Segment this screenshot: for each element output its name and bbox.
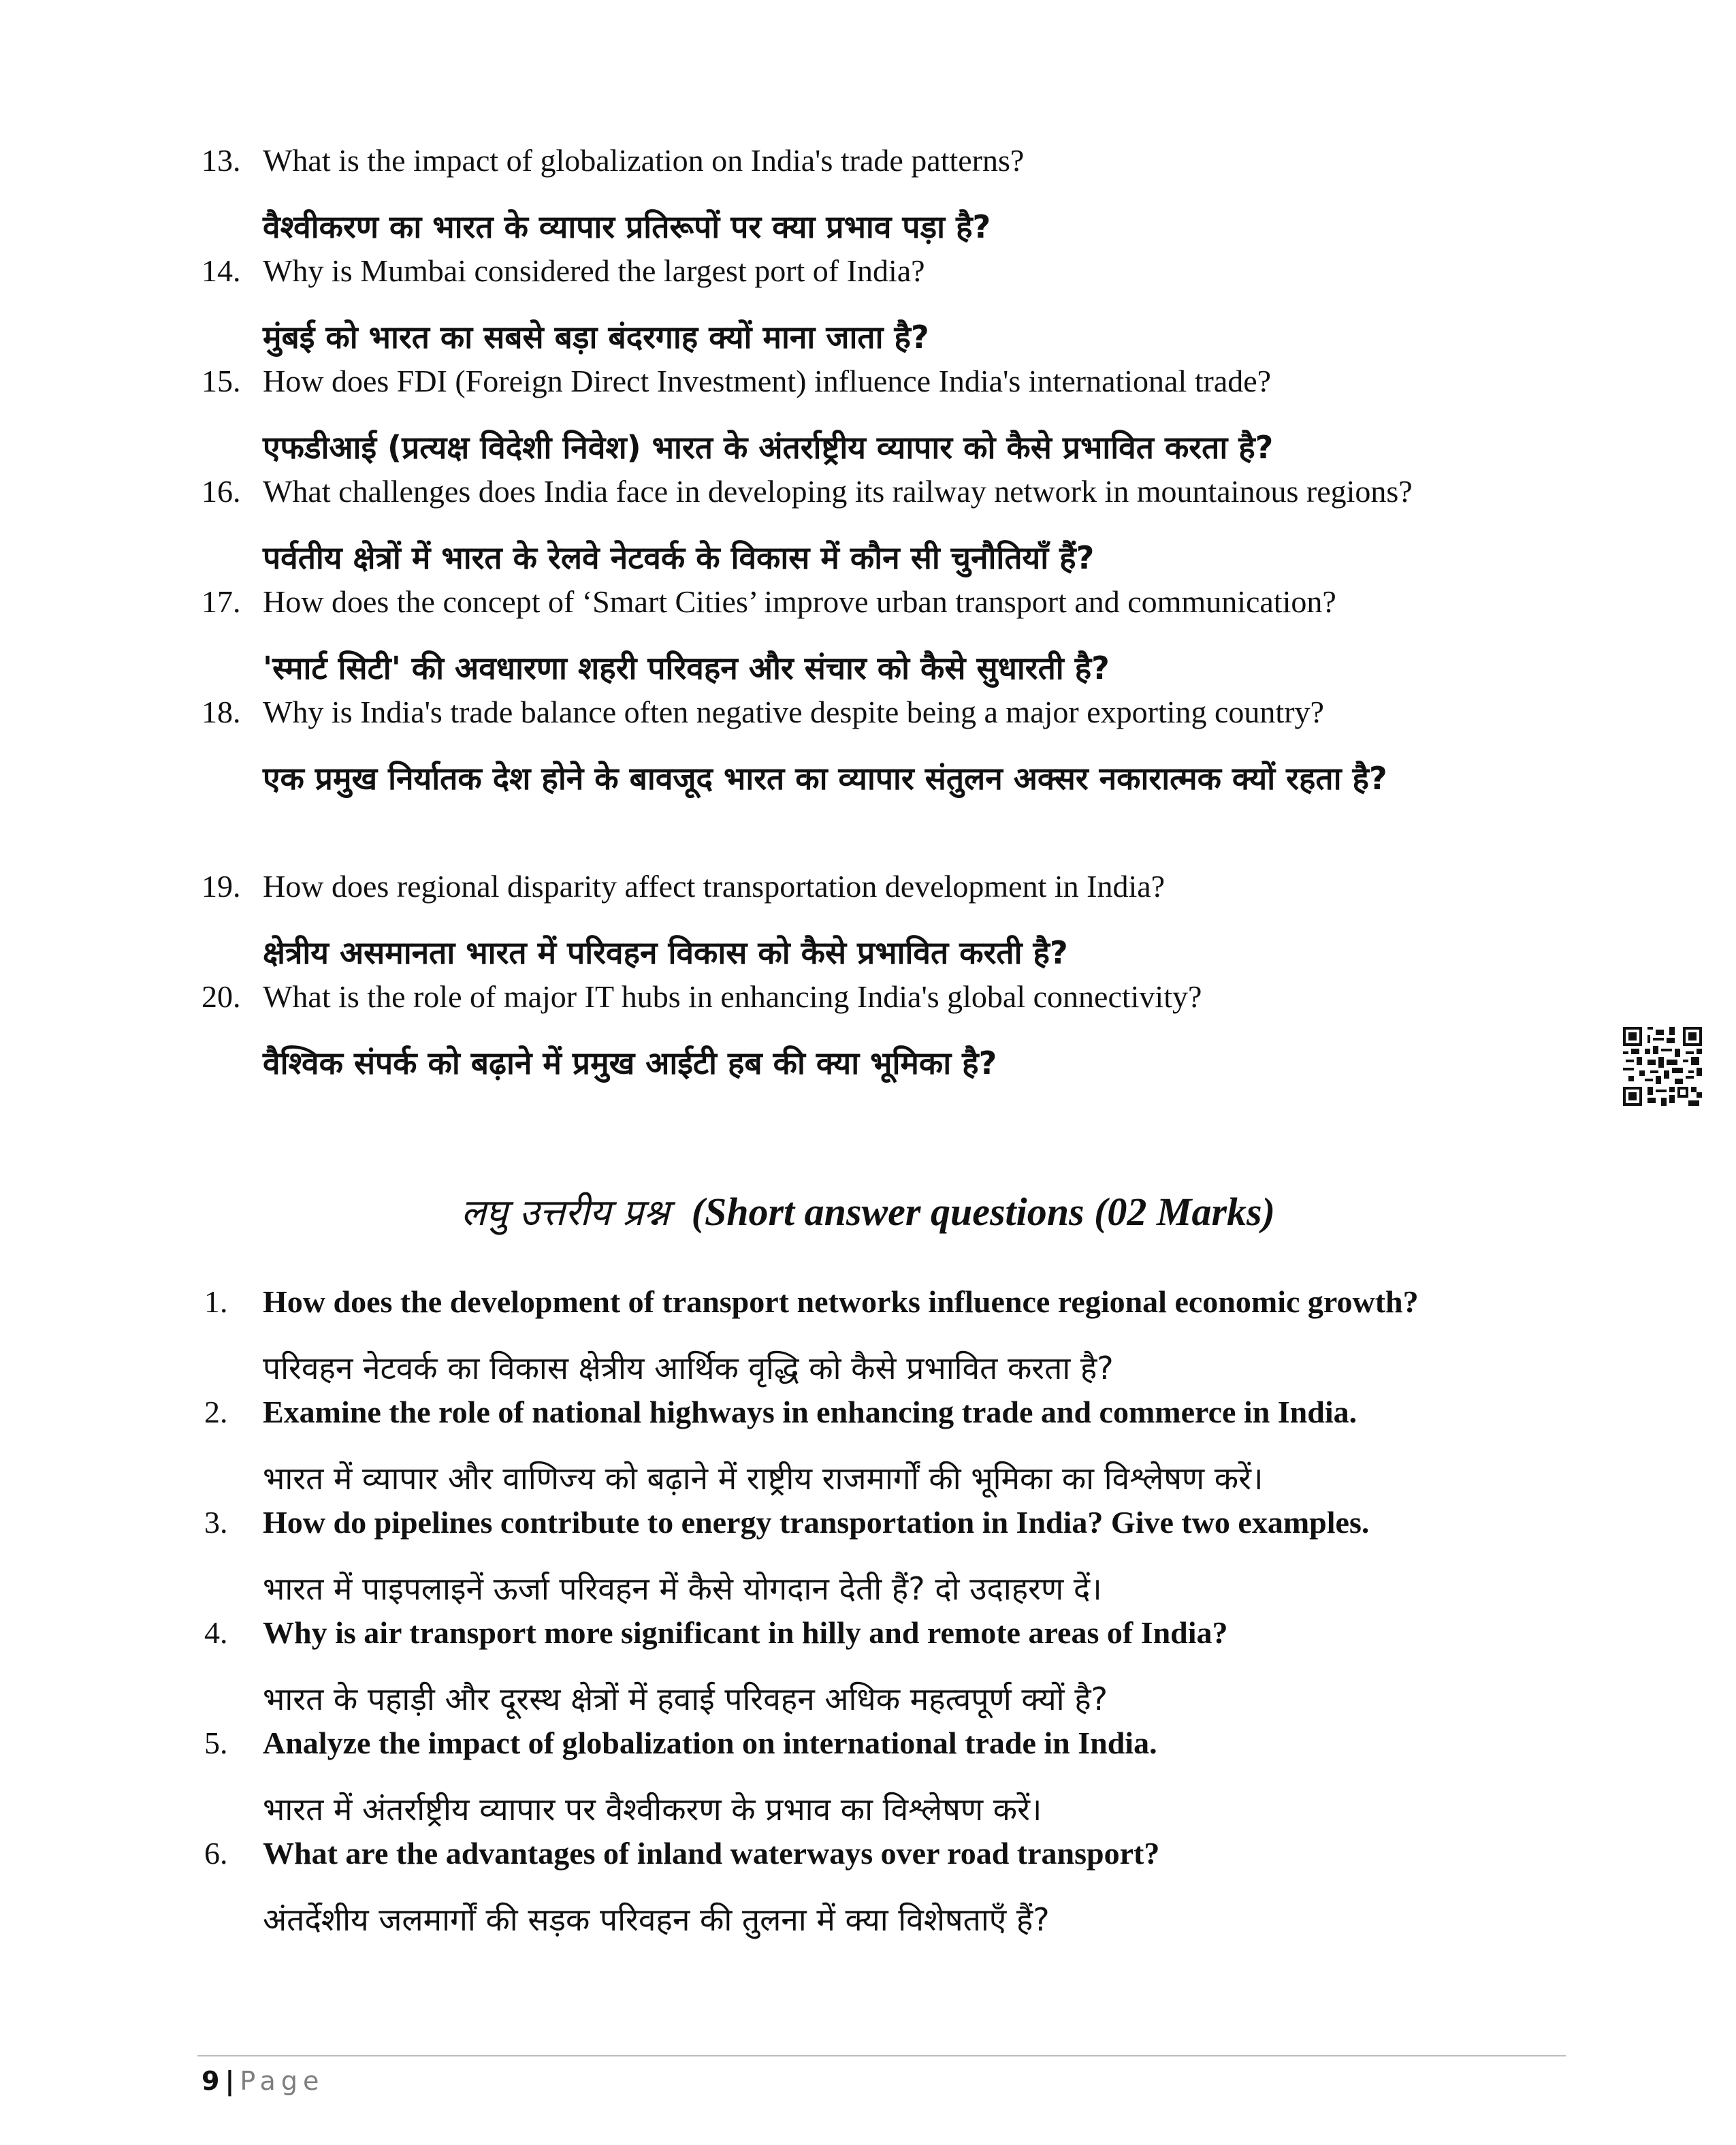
question-number: 17.: [202, 584, 241, 619]
question-english: Why is air transport more significant in hilly and remote areas of India?: [263, 1615, 1228, 1650]
question-number: 16.: [202, 474, 241, 509]
qr-code-icon: [1623, 1027, 1702, 1106]
question-hindi: भारत के पहाड़ी और दूरस्थ क्षेत्रों में हवाई परिवहन अधिक महत्वपूर्ण क्यों है?: [263, 1681, 1108, 1717]
question-hindi: भारत में पाइपलाइनें ऊर्जा परिवहन में कैसे योगदान देती हैं? दो उदाहरण दें।: [263, 1570, 1102, 1607]
section-heading-hindi: लघु उत्तरीय प्रश्न: [461, 1191, 670, 1234]
question-hindi: एफडीआई (प्रत्यक्ष विदेशी निवेश) भारत के अंतर्राष्ट्रीय व्यापार को कैसे प्रभावित करता है?: [263, 429, 1274, 466]
question-number: 14.: [202, 253, 241, 288]
question-number: 4.: [204, 1615, 228, 1650]
question-number: 6.: [204, 1836, 228, 1871]
question-hindi: परिवहन नेटवर्क का विकास क्षेत्रीय आर्थिक वृद्धि को कैसे प्रभावित करता है?: [263, 1350, 1114, 1386]
question-hindi: क्षेत्रीय असमानता भारत में परिवहन विकास को कैसे प्रभावित करती है?: [263, 934, 1068, 971]
question-english: Why is India's trade balance often negative despite being a major exporting country?: [263, 695, 1324, 729]
section-heading-english: (Short answer questions (02 Marks): [691, 1190, 1275, 1234]
question-hindi: मुंबई को भारत का सबसे बड़ा बंदरगाह क्यों माना जाता है?: [263, 319, 929, 355]
question-number: 18.: [202, 695, 241, 729]
question-hindi: वैश्वीकरण का भारत के व्यापार प्रतिरूपों पर क्या प्रभाव पड़ा है?: [263, 208, 991, 245]
question-number: 13.: [202, 143, 241, 178]
question-number: 2.: [204, 1395, 228, 1429]
question-english: How does the development of transport networks influence regional economic growth?: [263, 1284, 1419, 1319]
question-hindi: भारत में अंतर्राष्ट्रीय व्यापार पर वैश्वीकरण के प्रभाव का विश्लेषण करें।: [263, 1791, 1042, 1828]
question-english: Examine the role of national highways in enhancing trade and commerce in India.: [263, 1395, 1357, 1429]
question-english: What is the impact of globalization on India's trade patterns?: [263, 143, 1025, 178]
question-english: How does the concept of ‘Smart Cities’ improve urban transport and communication?: [263, 584, 1336, 619]
question-english: How do pipelines contribute to energy transportation in India? Give two examples.: [263, 1505, 1370, 1540]
question-hindi: वैश्विक संपर्क को बढ़ाने में प्रमुख आईटी हब की क्या भूमिका है?: [263, 1045, 997, 1081]
question-number: 3.: [204, 1505, 228, 1540]
question-number: 20.: [202, 979, 241, 1014]
question-hindi: पर्वतीय क्षेत्रों में भारत के रेलवे नेटवर्क के विकास में कौन सी चुनौतियाँ हैं?: [263, 539, 1095, 576]
question-number: 19.: [202, 869, 241, 904]
page-footer: [202, 2061, 324, 2101]
question-english: Why is Mumbai considered the largest port of India?: [263, 253, 925, 288]
section-heading: [0, 1185, 1736, 1240]
page-number: 9: [202, 2066, 220, 2096]
question-number: 5.: [204, 1726, 228, 1760]
question-hindi: 'स्मार्ट सिटी' की अवधारणा शहरी परिवहन और संचार को कैसे सुधारती है?: [263, 650, 1110, 686]
question-hindi: अंतर्देशीय जलमार्गों की सड़क परिवहन की तुलना में क्या विशेषताएँ हैं?: [263, 1901, 1050, 1938]
question-number: 1.: [204, 1284, 228, 1319]
question-english: How does regional disparity affect transportation development in India?: [263, 869, 1166, 904]
question-hindi: भारत में व्यापार और वाणिज्य को बढ़ाने में राष्ट्रीय राजमार्गों की भूमिका का विश्लेषण करें।: [263, 1460, 1264, 1497]
question-number: 15.: [202, 364, 241, 398]
question-english: What challenges does India face in developing its railway network in mountainous regions?: [263, 474, 1413, 509]
question-english: What is the role of major IT hubs in enhancing India's global connectivity?: [263, 979, 1202, 1014]
question-english: What are the advantages of inland waterways over road transport?: [263, 1836, 1160, 1871]
question-english: Analyze the impact of globalization on international trade in India.: [263, 1726, 1157, 1760]
page-label: Page: [240, 2066, 325, 2096]
footer-divider: [197, 2055, 1566, 2056]
question-english: How does FDI (Foreign Direct Investment) influence India's international trade?: [263, 364, 1272, 398]
footer-separator: |: [225, 2066, 235, 2096]
question-hindi: एक प्रमुख निर्यातक देश होने के बावजूद भारत का व्यापार संतुलन अक्सर नकारात्मक क्यों रहता है?: [263, 760, 1387, 797]
